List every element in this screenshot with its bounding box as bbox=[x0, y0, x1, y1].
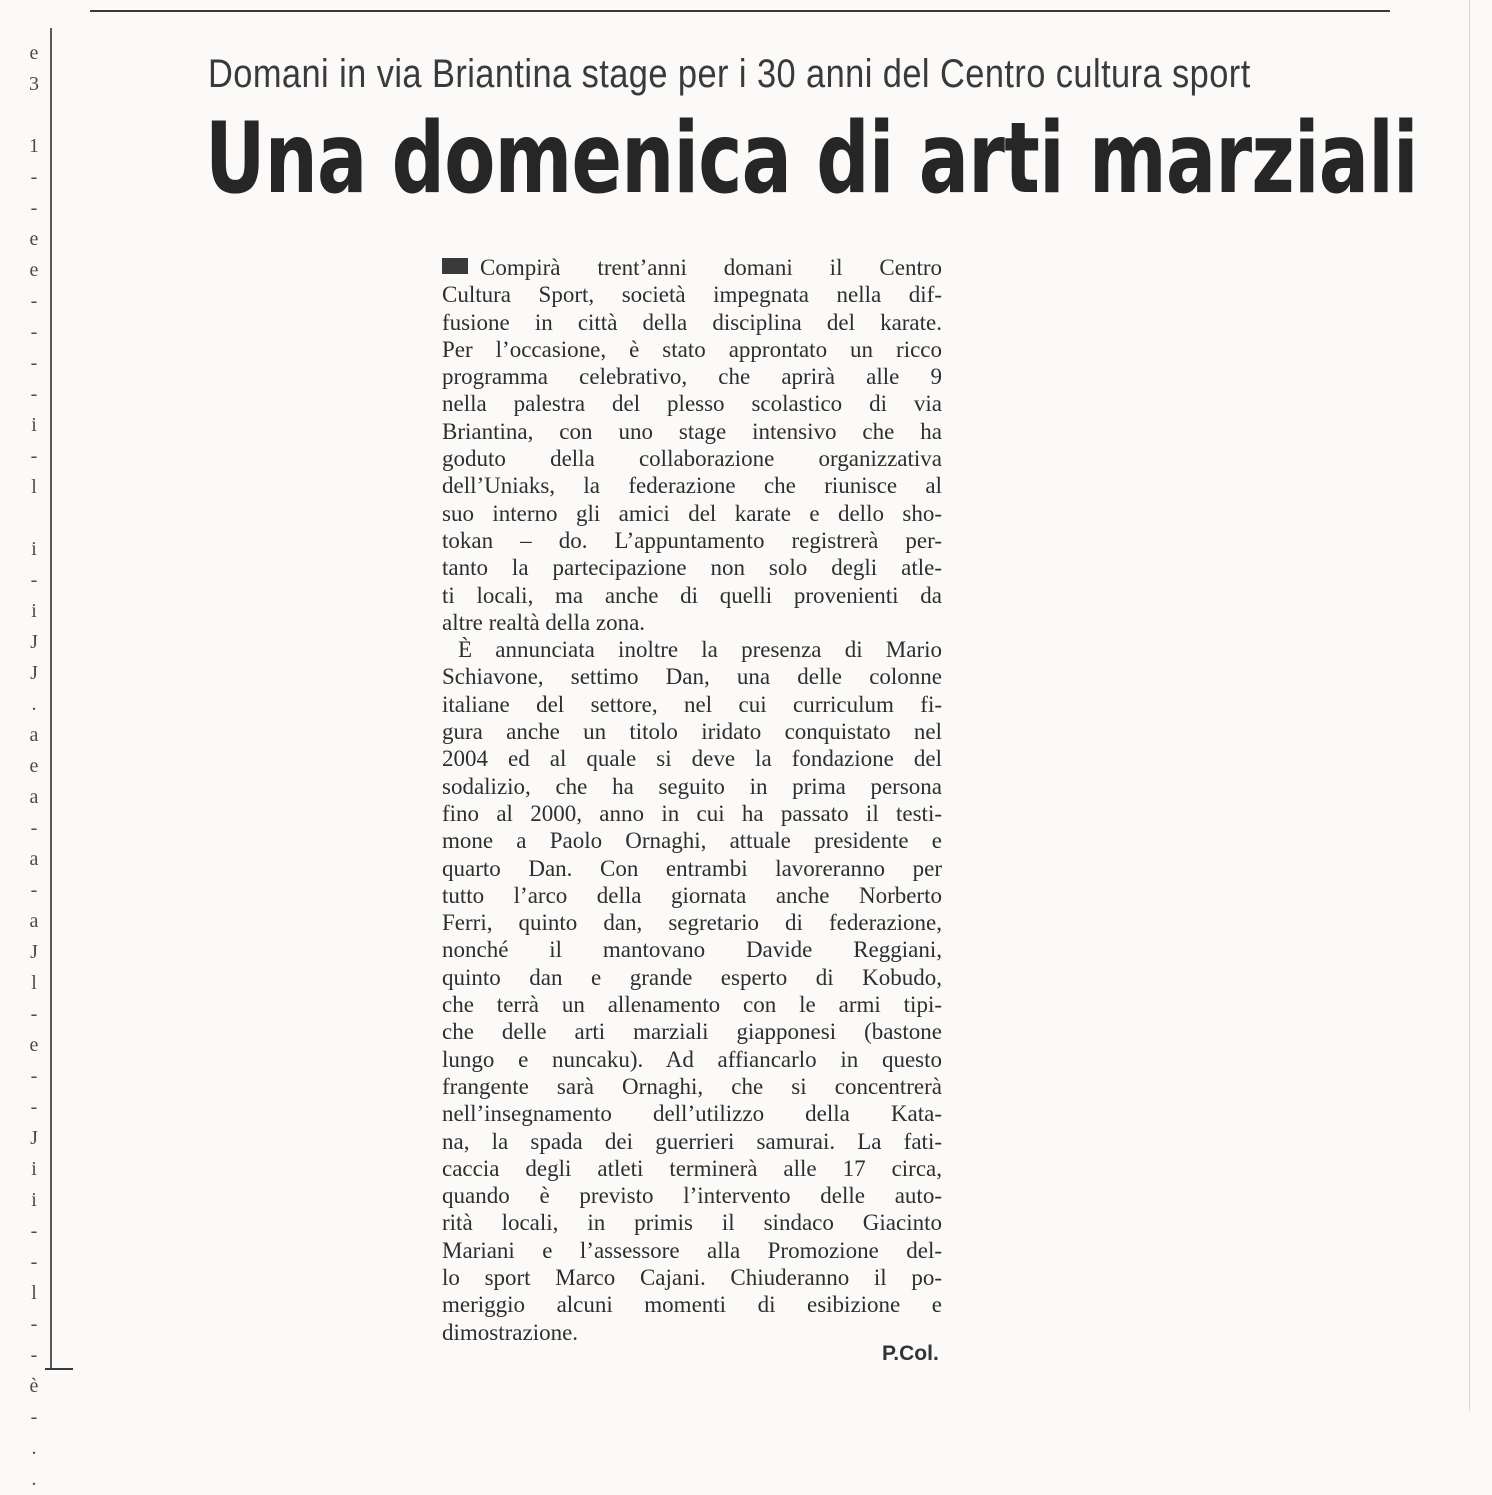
article-line: È annunciata inoltre la presenza di Mario bbox=[458, 637, 942, 663]
article-line: gura anche un titolo iridato conquistato nel bbox=[442, 719, 942, 745]
margin-fragment: a bbox=[29, 848, 39, 870]
article-line: fino al 2000, anno in cui ha passato il testi- bbox=[442, 800, 942, 826]
article-line: caccia degli atleti terminerà alle 17 circa, bbox=[442, 1155, 942, 1181]
margin-fragment: - bbox=[30, 817, 38, 839]
margin-fragment: i bbox=[31, 538, 37, 560]
margin-fragment: - bbox=[30, 197, 38, 219]
margin-fragment: - bbox=[30, 1313, 38, 1335]
margin-fragment: i bbox=[31, 414, 37, 436]
margin-fragment: i bbox=[31, 600, 37, 622]
article-line: Schiavone, settimo Dan, una delle colonne bbox=[442, 664, 942, 690]
article-line: Ferri, quinto dan, segretario di federazione, bbox=[442, 910, 942, 936]
margin-fragment: 3 bbox=[29, 73, 39, 95]
margin-fragment: J bbox=[30, 631, 38, 653]
article-line: nell’insegnamento dell’utilizzo della Kata- bbox=[442, 1101, 942, 1127]
margin-fragment: - bbox=[30, 879, 38, 901]
margin-fragment: e bbox=[29, 42, 39, 64]
article-line: fusione in città della disciplina del karate. bbox=[442, 309, 942, 335]
margin-fragment bbox=[22, 100, 46, 131]
article-line: dell’Uniaks, la federazione che riunisce al bbox=[442, 473, 942, 499]
margin-fragment: l bbox=[31, 1282, 37, 1304]
margin-fragment: . bbox=[31, 1468, 37, 1490]
article-line: tokan – do. L’appuntamento registrerà per- bbox=[442, 527, 942, 553]
scan-top-rule bbox=[90, 0, 1390, 12]
margin-fragment: - bbox=[30, 1344, 38, 1366]
margin-fragment: - bbox=[30, 166, 38, 188]
article-line: tanto la partecipazione non solo degli atle- bbox=[442, 555, 942, 581]
article-line: lo sport Marco Cajani. Chiuderanno il po- bbox=[442, 1264, 942, 1290]
margin-fragment bbox=[22, 503, 46, 534]
article-line: tutto l’arco della giornata anche Norberto bbox=[442, 882, 942, 908]
article-line: sodalizio, che ha seguito in prima persona bbox=[442, 773, 942, 799]
margin-fragment: - bbox=[30, 569, 38, 591]
article-subtitle: Domani in via Briantina stage per i 30 anni del Centro cultura sport bbox=[208, 52, 1251, 96]
margin-fragment: a bbox=[29, 724, 39, 746]
margin-fragment: J bbox=[30, 1127, 38, 1149]
margin-fragment: . bbox=[31, 1437, 37, 1459]
margin-fragment: e bbox=[29, 228, 39, 250]
article-line: mone a Paolo Ornaghi, attuale presidente e bbox=[442, 828, 942, 854]
article-line: goduto della collaborazione organizzativa bbox=[442, 446, 942, 472]
article-line: Cultura Sport, società impegnata nella dif- bbox=[442, 282, 942, 308]
margin-fragment: . bbox=[31, 693, 37, 715]
column-end-rule bbox=[45, 1368, 73, 1370]
margin-fragment: l bbox=[31, 972, 37, 994]
article-line: dimostrazione. bbox=[442, 1319, 579, 1345]
margin-fragment: i bbox=[31, 1158, 37, 1180]
margin-fragment: - bbox=[30, 1220, 38, 1242]
article-line: rità locali, in primis il sindaco Giacinto bbox=[442, 1210, 942, 1236]
article-line: programma celebrativo, che aprirà alle 9 bbox=[442, 364, 942, 390]
article-line: frangente sarà Ornaghi, che si concentrerà bbox=[442, 1073, 942, 1099]
column-divider-rule bbox=[50, 28, 52, 1368]
margin-fragment: 1 bbox=[29, 135, 39, 157]
margin-fragment: - bbox=[30, 290, 38, 312]
margin-fragment: - bbox=[30, 445, 38, 467]
article-line: che terrà un allenamento con le armi tipi- bbox=[442, 992, 942, 1018]
article-line: quarto Dan. Con entrambi lavoreranno per bbox=[442, 855, 942, 881]
article-line: suo interno gli amici del karate e dello sho- bbox=[442, 500, 942, 526]
article-line: nella palestra del plesso scolastico di via bbox=[442, 391, 942, 417]
margin-fragment: a bbox=[29, 786, 39, 808]
margin-fragment: l bbox=[31, 476, 37, 498]
scan-right-edge bbox=[1469, 0, 1470, 1411]
article-line: Briantina, con uno stage intensivo che ha bbox=[442, 418, 942, 444]
margin-fragment: e bbox=[29, 755, 39, 777]
article-line: quinto dan e grande esperto di Kobudo, bbox=[442, 964, 942, 990]
margin-fragment: - bbox=[30, 1096, 38, 1118]
article-headline: Una domenica di arti marziali bbox=[205, 102, 1418, 216]
margin-fragment: J bbox=[30, 662, 38, 684]
margin-fragment: - bbox=[30, 1065, 38, 1087]
article-body bbox=[442, 254, 942, 1346]
article-line: nonché il mantovano Davide Reggiani, bbox=[442, 937, 942, 963]
margin-fragment: - bbox=[30, 1251, 38, 1273]
margin-fragment: a bbox=[29, 910, 39, 932]
article-line: che delle arti marziali giapponesi (bastone bbox=[442, 1019, 942, 1045]
article-line: quando è previsto l’intervento delle auto- bbox=[442, 1183, 942, 1209]
article-line: lungo e nuncaku). Ad affiancarlo in questo bbox=[442, 1046, 942, 1072]
article-line: ti locali, ma anche di quelli provenienti da bbox=[442, 582, 942, 608]
article-line bbox=[442, 254, 942, 281]
article-line: Per l’occasione, è stato approntato un ricco bbox=[442, 336, 942, 362]
margin-fragment: - bbox=[30, 383, 38, 405]
margin-fragment: - bbox=[30, 1003, 38, 1025]
article-line: na, la spada dei guerrieri samurai. La fati- bbox=[442, 1128, 942, 1154]
margin-fragment: è bbox=[29, 1375, 39, 1397]
article-line: 2004 ed al quale si deve la fondazione del bbox=[442, 746, 942, 772]
article-line: altre realtà della zona. bbox=[442, 609, 646, 635]
article-line: meriggio alcuni momenti di esibizione e bbox=[442, 1292, 942, 1318]
margin-fragment: e bbox=[29, 1034, 39, 1056]
lead-square-icon bbox=[442, 258, 468, 274]
margin-fragment: e bbox=[29, 259, 39, 281]
article-byline: P.Col. bbox=[882, 1342, 939, 1365]
margin-fragment: - bbox=[30, 352, 38, 374]
adjacent-column-fragments bbox=[22, 38, 46, 1495]
article-line: Mariani e l’assessore alla Promozione del- bbox=[442, 1237, 942, 1263]
margin-fragment: i bbox=[31, 1189, 37, 1211]
article-line-text: Compirà trent’anni domani il Centro bbox=[480, 255, 942, 280]
article-line: italiane del settore, nel cui curriculum fi- bbox=[442, 691, 942, 717]
margin-fragment: J bbox=[30, 941, 38, 963]
margin-fragment: - bbox=[30, 1406, 38, 1428]
margin-fragment: - bbox=[30, 321, 38, 343]
